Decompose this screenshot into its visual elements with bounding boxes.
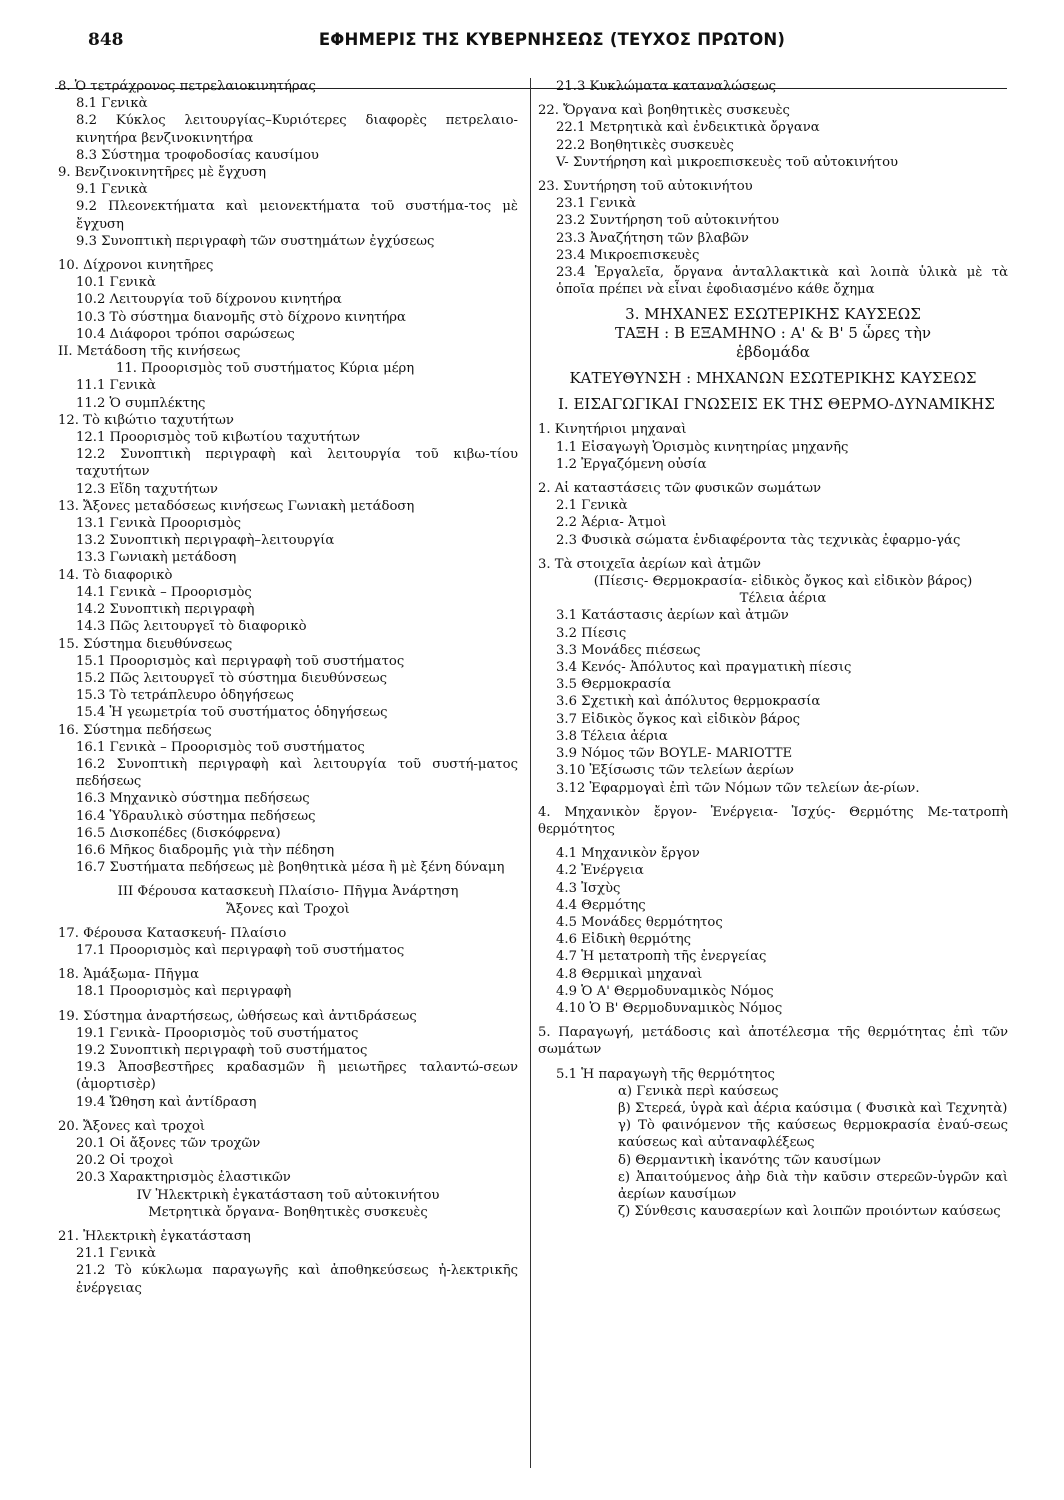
list-item: 8.3 Σύστημα τροφοδοσίας καυσίμου <box>76 147 319 163</box>
list-item: 15.4 Ἡ γεωμετρία τοῦ συστήματος ὁδηγήσεως <box>76 705 388 721</box>
list-item: 11. Προορισμὸς τοῦ συστήματος Κύρια μέρη <box>116 361 415 377</box>
list-item: 4.6 Εἰδικὴ θερμότης <box>556 932 692 948</box>
list-item: 13.3 Γωνιακὴ μετάδοση <box>76 550 237 566</box>
list-item: 4.3 Ἰσχὺς <box>556 880 621 896</box>
list-item: 1.2 Ἐργαζόμενη οὐσία <box>556 456 707 472</box>
list-item: 21.3 Κυκλώματα καταναλώσεως <box>556 79 777 94</box>
course-direction: ΚΑΤΕΥΘΥΝΣΗ : ΜΗΧΑΝΩΝ ΕΣΩΤΕΡΙΚΗΣ ΚΑΥΣΕΩΣ <box>569 369 977 388</box>
list-item: 1. Κινητήριοι μηχαναὶ <box>538 422 687 438</box>
list-item: 23.4 Μικροεπισκευὲς <box>556 247 700 263</box>
list-item: 13. Ἄξονες μεταδόσεως κινήσεως Γωνιακὴ μετάδοση <box>58 498 415 514</box>
list-item: 4.2 Ἐνέργεια <box>556 863 644 879</box>
list-item: 4.8 Θερμικαὶ μηχαναὶ <box>556 966 703 982</box>
list-item: 14.1 Γενικὰ – Προορισμὸς <box>76 584 252 600</box>
list-item: 19.3 Ἀποσβεστῆρες κραδασμῶν ἢ μειωτῆρες ταλαντώ-σεων (ἀμορτισὲρ) <box>76 1060 518 1093</box>
left-column <box>58 78 518 1297</box>
list-item: (Πίεσις- Θερμοκρασία- εἰδικὸς ὄγκος καὶ εἰδικὸν βάρος) Τέλεια ἀέρια <box>593 574 973 607</box>
list-item: δ) Θερμαντικὴ ἱκανότης τῶν καυσίμων <box>618 1152 881 1168</box>
list-item: 16.2 Συνοπτικὴ περιγραφὴ καὶ λειτουργία τοῦ συστή-ματος πεδήσεως <box>76 756 518 790</box>
list-item: 5.1 Ἡ παραγωγὴ τῆς θερμότητος <box>556 1066 775 1082</box>
list-item: 4.5 Μονάδες θερμότητος <box>556 914 723 930</box>
section-heading: IV Ἠλεκτρικὴ ἐγκατάσταση τοῦ αὐτοκινήτου Μετρητικὰ ὄργανα- Βοηθητικὲς συσκευὲς <box>136 1187 440 1220</box>
list-item: 23.2 Συντήρηση τοῦ αὐτοκινήτου <box>556 213 780 229</box>
list-item: 3.12 Ἐφαρμογαὶ ἐπὶ τῶν Νόμων τῶν τελείων ἀε-ρίων. <box>556 780 920 796</box>
list-item: 8.1 Γενικὰ <box>76 96 148 112</box>
course-title: 3. ΜΗΧΑΝΕΣ ΕΣΩΤΕΡΙΚΗΣ ΚΑΥΣΕΩΣ <box>625 305 921 324</box>
list-item: 12. Τὸ κιβώτιο ταχυτήτων <box>58 412 234 428</box>
list-item: 23.1 Γενικὰ <box>556 196 636 212</box>
list-item: 3.10 Ἐξίσωσις τῶν τελείων ἀερίων <box>556 763 794 779</box>
section-heading: III Φέρουσα κατασκευὴ Πλαίσιο- Πῆγμα Ἀνάρτηση Ἄξονες καὶ Τροχοὶ <box>117 884 459 917</box>
list-item: 10.4 Διάφοροι τρόποι σαρώσεως <box>76 326 295 342</box>
list-item: 23.3 Ἀναζήτηση τῶν βλαβῶν <box>556 230 749 246</box>
list-item: 21.2 Τὸ κύκλωμα παραγωγῆς καὶ ἀποθηκεύσεως ἠ-λεκτρικῆς ἐνέργειας <box>76 1263 518 1296</box>
section-heading: II. Μετάδοση τῆς κινήσεως <box>58 344 241 360</box>
list-item: 4.7 Ἡ μετατροπὴ τῆς ἐνεργείας <box>556 949 767 965</box>
list-item: 3.1 Κατάστασις ἀερίων καὶ ἀτμῶν <box>556 608 789 624</box>
list-item: ζ) Σύνθεσις καυσαερίων καὶ λοιπῶν προιόντων καύσεως <box>618 1204 1001 1220</box>
list-item: 16.5 Δισκοπέδες (δισκόφρενα) <box>76 825 281 841</box>
list-item: α) Γενικὰ περὶ καύσεως <box>618 1083 779 1099</box>
list-item: 21.1 Γενικὰ <box>76 1246 156 1262</box>
list-item: 14.2 Συνοπτικὴ περιγραφὴ <box>76 602 255 618</box>
list-item: 20.1 Οἱ ἄξονες τῶν τροχῶν <box>76 1135 261 1151</box>
list-item: 13.2 Συνοπτικὴ περιγραφὴ–λειτουργία <box>76 533 335 549</box>
list-item: 17. Φέρουσα Κατασκευή- Πλαίσιο <box>58 925 287 941</box>
list-item: 10.1 Γενικὰ <box>76 275 156 291</box>
list-item: 2.2 Ἀέρια- Ἀτμοὶ <box>556 515 667 531</box>
list-item: 2.1 Γενικὰ <box>556 498 628 514</box>
list-item: 3.2 Πίεσις <box>556 625 627 641</box>
list-item: 18.1 Προορισμὸς καὶ περιγραφὴ <box>76 984 292 1000</box>
list-item: 3.3 Μονάδες πιέσεως <box>556 642 701 658</box>
list-item: 13.1 Γενικὰ Προορισμὸς <box>76 516 242 532</box>
list-item: 16.4 Ὑδραυλικὸ σύστημα πεδήσεως <box>76 808 316 824</box>
list-item: ε) Ἀπαιτούμενος ἀὴρ διὰ τὴν καῦσιν στερεῶν-ὑγρῶν καὶ ἀερίων καυσίμων <box>618 1169 1008 1202</box>
section-heading: Ι. ΕΙΣΑΓΩΓΙΚΑΙ ΓΝΩΣΕΙΣ ΕΚ ΤΗΣ ΘΕΡΜΟ-ΔΥΝΑΜΙΚΗΣ <box>558 395 995 414</box>
list-item: 4.1 Μηχανικὸν ἔργον <box>556 846 700 862</box>
list-item: 3.8 Τέλεια ἀέρια <box>556 728 668 744</box>
list-item: 2. Αἱ καταστάσεις τῶν φυσικῶν σωμάτων <box>538 481 821 497</box>
list-item: 15.2 Πῶς λειτουργεῖ τὸ σύστημα διευθύνσεως <box>76 670 388 686</box>
list-item: 4. Μηχανικὸν ἔργον- Ἐνέργεια- Ἰσχύς- Θερμότης Με-τατροπὴ θερμότητος <box>538 804 1008 837</box>
list-item: 12.3 Εἴδη ταχυτήτων <box>76 481 218 497</box>
list-item: 2.3 Φυσικὰ σώματα ἐνδιαφέροντα τὰς τεχνικὰς ἐφαρμο-γάς <box>556 532 961 548</box>
list-item: 3. Τὰ στοιχεῖα ἀερίων καὶ ἀτμῶν <box>538 556 761 572</box>
list-item: 16.6 Μῆκος διαδρομῆς γιὰ τὴν πέδηση <box>76 842 335 858</box>
list-item: 19.2 Συνοπτικὴ περιγραφὴ τοῦ συστήματος <box>76 1042 368 1058</box>
list-item: 15.1 Προορισμὸς καὶ περιγραφὴ τοῦ συστήματος <box>76 653 405 669</box>
list-item: 21. Ἠλεκτρικὴ ἐγκατάσταση <box>58 1229 251 1244</box>
list-item: 3.9 Νόμος τῶν BOYLE- MARIOTTE <box>556 746 793 762</box>
list-item: 20. Ἄξονες καὶ τροχοὶ <box>58 1118 206 1134</box>
list-item: 3.7 Εἰδικὸς ὄγκος καὶ εἰδικὸν βάρος <box>556 711 801 727</box>
gazette-title: ΕΦΗΜΕΡΙΣ ΤΗΣ ΚΥΒΕΡΝΗΣΕΩΣ (ΤΕΥΧΟΣ ΠΡΩΤΟΝ) <box>318 30 786 49</box>
list-item: 17.1 Προορισμὸς καὶ περιγραφὴ τοῦ συστήματος <box>76 942 405 958</box>
list-item: 16.1 Γενικὰ – Προορισμὸς τοῦ συστήματος <box>76 739 365 755</box>
list-item: 22.2 Βοηθητικὲς συσκευὲς <box>556 137 734 153</box>
list-item: 8. Ὁ τετράχρονος πετρελαιοκινητήρας <box>58 79 316 94</box>
list-item: 12.1 Προορισμὸς τοῦ κιβωτίου ταχυτήτων <box>76 430 361 446</box>
section-heading: V- Συντήρηση καὶ μικροεπισκευὲς τοῦ αὐτοκινήτου <box>556 154 899 170</box>
list-item: 19. Σύστημα ἀναρτήσεως, ὠθήσεως καὶ ἀντιδράσεως <box>58 1008 417 1024</box>
page-number: 848 <box>88 30 124 50</box>
list-item: 11.2 Ὁ συμπλέκτης <box>76 395 206 411</box>
list-item: 10.2 Λειτουργία τοῦ δίχρονου κινητήρα <box>76 292 342 308</box>
list-item: 16.7 Συστήματα πεδήσεως μὲ βοηθητικὰ μέσα ἢ μὲ ξένη δύναμη <box>76 860 505 876</box>
list-item: 3.5 Θερμοκρασία <box>556 677 672 693</box>
list-item: β) Στερεά, ὑγρὰ καὶ ἀέρια καύσιμα ( Φυσικὰ καὶ Τεχνητὰ) <box>618 1100 1008 1116</box>
list-item: 9. Βενζινοκινητῆρες μὲ ἔγχυση <box>58 165 266 181</box>
list-item: 22. Ὄργανα καὶ βοηθητικὲς συσκευὲς <box>538 103 790 119</box>
list-item: 1.1 Εἰσαγωγὴ Ὁρισμὸς κινητηρίας μηχανῆς <box>556 439 849 455</box>
list-item: 22.1 Μετρητικὰ καὶ ἐνδεικτικὰ ὄργανα <box>556 120 820 136</box>
list-item: 10.3 Τὸ σύστημα διανομῆς στὸ δίχρονο κινητήρα <box>76 309 406 325</box>
list-item: 15.3 Τὸ τετράπλευρο ὁδηγήσεως <box>76 688 294 704</box>
list-item: γ) Τὸ φαινόμενον τῆς καύσεως θερμοκρασία ἐναύ-σεως καύσεως καὶ αὐταναφλέξεως <box>618 1118 1008 1151</box>
page-header <box>0 30 1064 66</box>
list-item: 8.2 Κύκλος λειτουργίας–Κυριότερες διαφορὲς πετρελαιο-κινητήρα βενζινοκινητήρα <box>76 113 518 146</box>
list-item: 3.6 Σχετικὴ καὶ ἀπόλυτος θερμοκρασία <box>556 694 821 710</box>
course-class: ΤΑΞΗ : Β ΕΞΑΜΗΝΟ : Α' & Β' 5 ὧρες τὴν ἑβδομάδα <box>614 324 932 362</box>
list-item: 14. Τὸ διαφορικὸ <box>58 567 173 583</box>
list-item: 19.4 Ὤθηση καὶ ἀντίδραση <box>76 1094 257 1110</box>
list-item: 5. Παραγωγή, μετάδοσις καὶ ἀποτέλεσμα τῆς θερμότητας ἐπὶ τῶν σωμάτων <box>538 1025 1008 1058</box>
list-item: 11.1 Γενικὰ <box>76 378 156 394</box>
list-item: 19.1 Γενικὰ- Προορισμὸς τοῦ συστήματος <box>76 1025 359 1041</box>
list-item: 9.3 Συνοπτικὴ περιγραφὴ τῶν συστημάτων ἐγχύσεως <box>76 233 435 249</box>
list-item: 23.4 Ἐργαλεῖα, ὄργανα ἀνταλλακτικὰ καὶ λοιπὰ ὑλικὰ μὲ τὰ ὁποῖα πρέπει νὰ εἶναι ἐφοδιασμένο κάθε ὄχημα <box>556 265 1008 298</box>
list-item: 15. Σύστημα διευθύνσεως <box>58 636 233 652</box>
list-item: 9.2 Πλεονεκτήματα καὶ μειονεκτήματα τοῦ συστήμα-τος μὲ ἔγχυση <box>76 199 518 232</box>
list-item: 14.3 Πῶς λειτουργεῖ τὸ διαφορικὸ <box>76 619 307 635</box>
list-item: 23. Συντήρηση τοῦ αὐτοκινήτου <box>538 179 753 195</box>
list-item: 3.4 Κενός- Ἀπόλυτος καὶ πραγματικὴ πίεσις <box>556 660 852 676</box>
list-item: 12.2 Συνοπτικὴ περιγραφὴ καὶ λειτουργία τοῦ κιβω-τίου ταχυτήτων <box>76 447 518 480</box>
list-item: 20.3 Χαρακτηρισμὸς ἐλαστικῶν <box>76 1170 291 1186</box>
list-item: 4.9 Ὁ Α' Θερμοδυναμικὸς Νόμος <box>556 983 774 999</box>
list-item: 16. Σύστημα πεδήσεως <box>58 722 212 738</box>
list-item: 20.2 Οἱ τροχοὶ <box>76 1153 174 1169</box>
list-item: 4.4 Θερμότης <box>556 897 646 913</box>
column-divider <box>530 78 531 1468</box>
list-item: 9.1 Γενικὰ <box>76 182 148 198</box>
right-column <box>538 78 1008 1220</box>
list-item: 10. Δίχρονοι κινητῆρες <box>58 258 214 274</box>
list-item: 4.10 Ὁ Β' Θερμοδυναμικὸς Νόμος <box>556 1000 783 1016</box>
list-item: 18. Ἁμάξωμα- Πῆγμα <box>58 967 200 983</box>
list-item: 16.3 Μηχανικὸ σύστημα πεδήσεως <box>76 791 310 807</box>
